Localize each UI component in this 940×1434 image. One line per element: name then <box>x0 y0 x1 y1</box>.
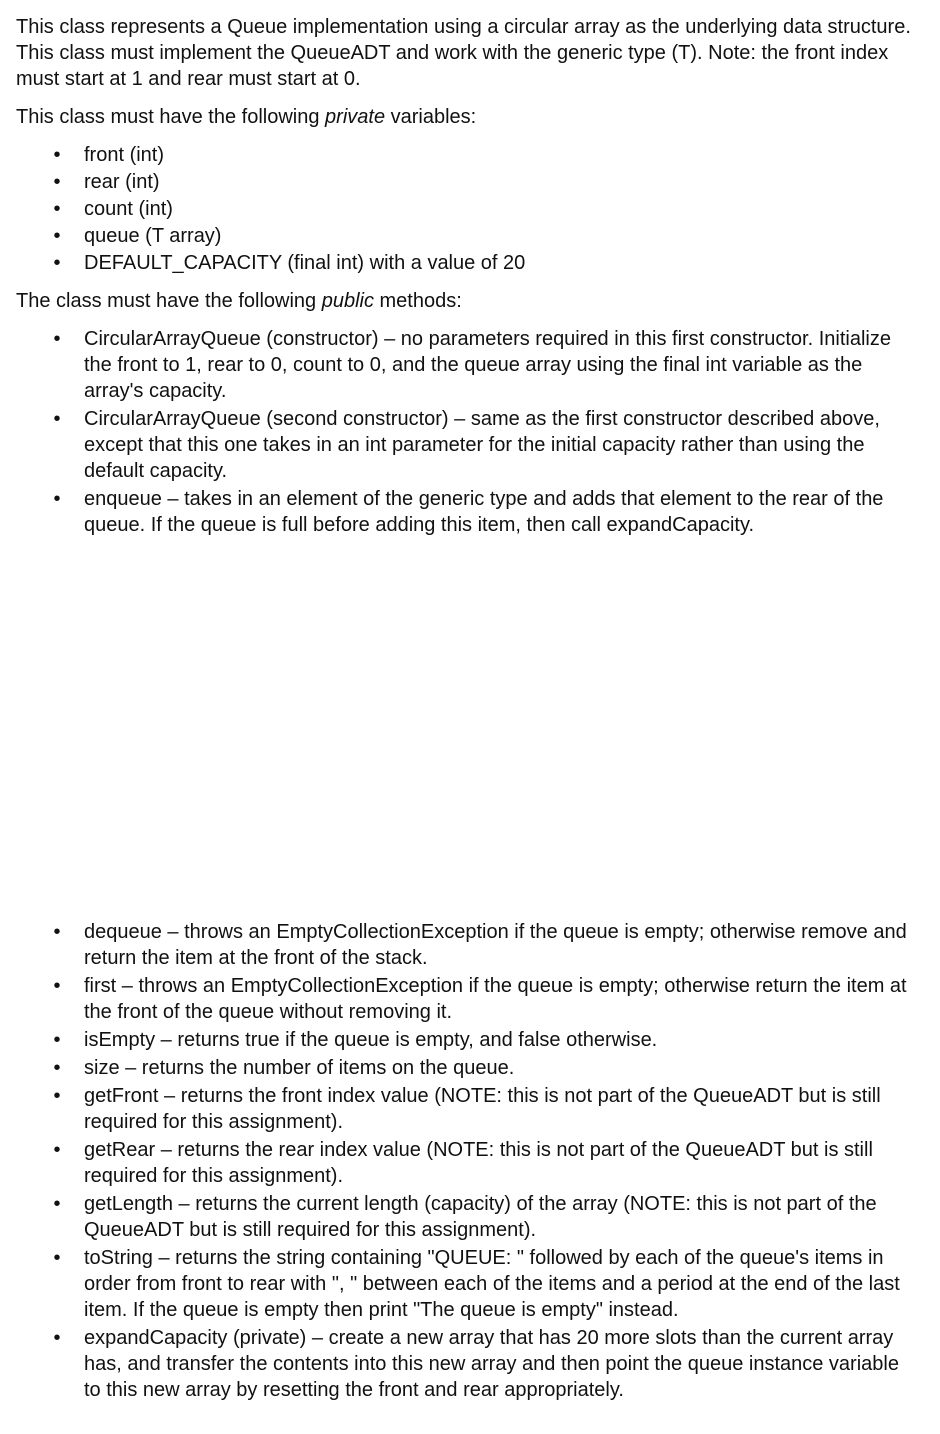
list-item <box>16 142 916 168</box>
method-text: getLength – returns the current length (capacity) of the array (NOTE: this is not part of the QueueADT but is still required for this assignment). <box>84 1193 877 1241</box>
methods-list-page1 <box>16 326 916 538</box>
lead-text: The class must have the following <box>16 290 322 312</box>
list-item <box>16 1191 916 1243</box>
method-text: getRear – returns the rear index value (NOTE: this is not part of the QueueADT but is still required for this assignment). <box>84 1139 873 1187</box>
bullet-icon: • <box>53 171 61 193</box>
list-item <box>16 973 916 1025</box>
bullet-icon: • <box>53 1327 61 1349</box>
bullet-icon: • <box>53 488 61 510</box>
bullet-icon: • <box>53 1247 61 1269</box>
bullet-icon: • <box>53 921 61 943</box>
variables-list <box>16 142 916 276</box>
bullet-icon: • <box>53 225 61 247</box>
lead-text: methods: <box>373 290 462 312</box>
bullet-icon: • <box>53 408 61 430</box>
list-item <box>16 919 916 971</box>
bullet-icon: • <box>53 144 61 166</box>
variable-text: count (int) <box>84 198 173 220</box>
method-text: expandCapacity (private) – create a new array that has 20 more slots than the current array has, and transfer the contents into this new array and then point the queue instance variable to this new array by resetting the front and rear appropriately. <box>84 1327 899 1401</box>
lead-text: This class must have the following <box>16 106 326 128</box>
public-methods-heading <box>16 288 916 314</box>
method-text: isEmpty – returns true if the queue is empty, and false otherwise. <box>84 1029 658 1051</box>
bullet-icon: • <box>53 1139 61 1161</box>
methods-list-page2 <box>16 919 916 1403</box>
list-item <box>16 1027 916 1053</box>
bullet-icon: • <box>53 198 61 220</box>
bullet-icon: • <box>53 252 61 274</box>
list-item <box>16 1325 916 1403</box>
method-text: dequeue – throws an EmptyCollectionException if the queue is empty; otherwise remove and return the item at the front of the stack. <box>84 921 907 969</box>
list-item <box>16 1137 916 1189</box>
method-text: CircularArrayQueue (second constructor) – same as the first constructor described above, except that this one takes in an int parameter for the initial capacity rather than using the default capacity. <box>84 408 880 482</box>
method-text: getFront – returns the front index value (NOTE: this is not part of the QueueADT but is still required for this assignment). <box>84 1085 881 1133</box>
list-item <box>16 250 916 276</box>
list-item <box>16 486 916 538</box>
list-item <box>16 406 916 484</box>
variable-text: rear (int) <box>84 171 160 193</box>
bullet-icon: • <box>53 1193 61 1215</box>
list-item <box>16 223 916 249</box>
method-text: size – returns the number of items on the queue. <box>84 1057 515 1079</box>
page-break-gap <box>16 540 916 919</box>
intro-paragraph: This class represents a Queue implementation using a circular array as the underlying data structure. This class must implement the QueueADT and work with the generic type (T). Note: the front index must start at 1 and rear must start at 0. <box>16 16 911 90</box>
list-item <box>16 326 916 404</box>
list-item <box>16 196 916 222</box>
method-text: CircularArrayQueue (constructor) – no parameters required in this first constructor. Initialize the front to 1, rear to 0, count to 0, and the queue array using the final int variable as the array's capacity. <box>84 328 891 402</box>
document-page <box>16 14 916 1405</box>
bullet-icon: • <box>53 1029 61 1051</box>
bullet-icon: • <box>53 1057 61 1079</box>
bullet-icon: • <box>53 1085 61 1107</box>
lead-text: variables: <box>385 106 477 128</box>
list-item <box>16 1055 916 1081</box>
list-item <box>16 1083 916 1135</box>
variable-text: front (int) <box>84 144 165 166</box>
emphasis-private: private <box>325 106 386 128</box>
method-text: toString – returns the string containing "QUEUE: " followed by each of the queue's items in order from front to rear with ", " between each of the items and a period at the end of the last item. If the queue is empty then print "The queue is empty" instead. <box>84 1247 900 1321</box>
list-item <box>16 1245 916 1323</box>
list-item <box>16 169 916 195</box>
private-variables-heading <box>16 104 916 130</box>
variable-text: queue (T array) <box>84 225 222 247</box>
emphasis-public: public <box>321 290 374 312</box>
method-text: enqueue – takes in an element of the generic type and adds that element to the rear of the queue. If the queue is full before adding this item, then call expandCapacity. <box>84 488 884 536</box>
bullet-icon: • <box>53 328 61 350</box>
variable-text: DEFAULT_CAPACITY (final int) with a value of 20 <box>84 252 526 274</box>
method-text: first – throws an EmptyCollectionException if the queue is empty; otherwise return the item at the front of the queue without removing it. <box>84 975 907 1023</box>
bullet-icon: • <box>53 975 61 997</box>
